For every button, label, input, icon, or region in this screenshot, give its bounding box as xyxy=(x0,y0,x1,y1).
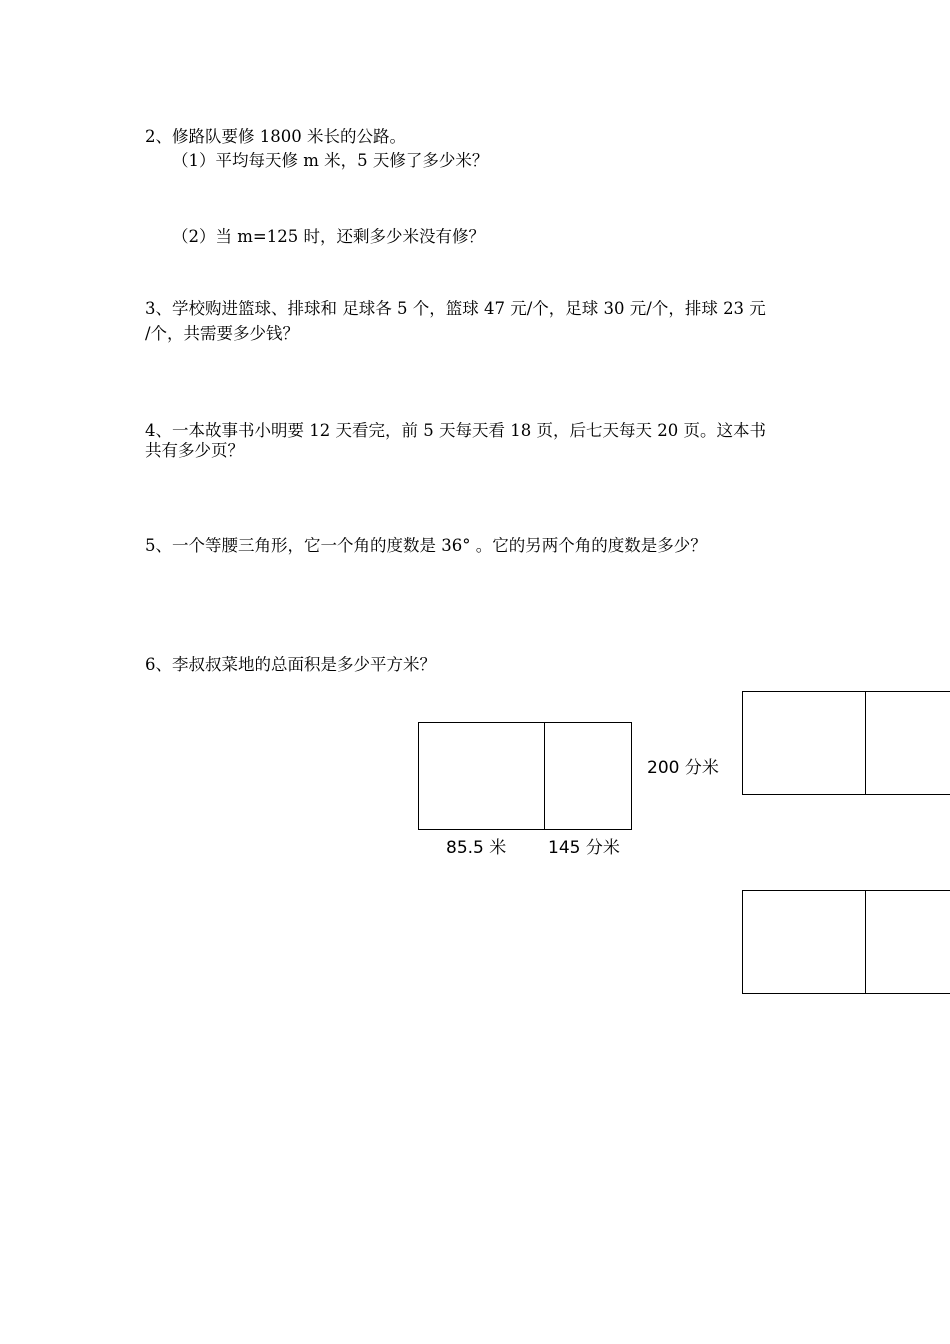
q4-line1: 4、一本故事书小明要 12 天看完，前 5 天每天看 18 页，后七天每天 20 页。这本书 xyxy=(145,421,766,440)
q6-text: 6、李叔叔菜地的总面积是多少平方米？ xyxy=(145,655,436,674)
sketch-box-2-divider xyxy=(865,891,866,993)
sketch-box-1 xyxy=(742,691,950,795)
q2-part1: （1）平均每天修 m 米，5 天修了多少米？ xyxy=(172,151,489,170)
sketch-box-2 xyxy=(742,890,950,994)
q5-text: 5、一个等腰三角形，它一个角的度数是 36° 。它的另两个角的度数是多少？ xyxy=(145,536,707,555)
q4-line2: 共有多少页？ xyxy=(145,441,244,460)
sketch-box-1-divider xyxy=(865,692,866,794)
q3-line2: /个，共需要多少钱？ xyxy=(145,324,300,343)
plot-divider xyxy=(544,723,545,829)
width-right-label: 145 分米 xyxy=(548,838,620,858)
q3-line1: 3、学校购进篮球、排球和 足球各 5 个，篮球 47 元/个，足球 30 元/个，排球 23 元 xyxy=(145,299,766,318)
height-label: 200 分米 xyxy=(647,758,719,778)
q2-part2: （2）当 m=125 时，还剩多少米没有修？ xyxy=(172,227,485,246)
width-left-label: 85.5 米 xyxy=(446,838,507,858)
q2-title: 2、修路队要修 1800 米长的公路。 xyxy=(145,127,406,146)
plot-figure xyxy=(418,722,632,830)
